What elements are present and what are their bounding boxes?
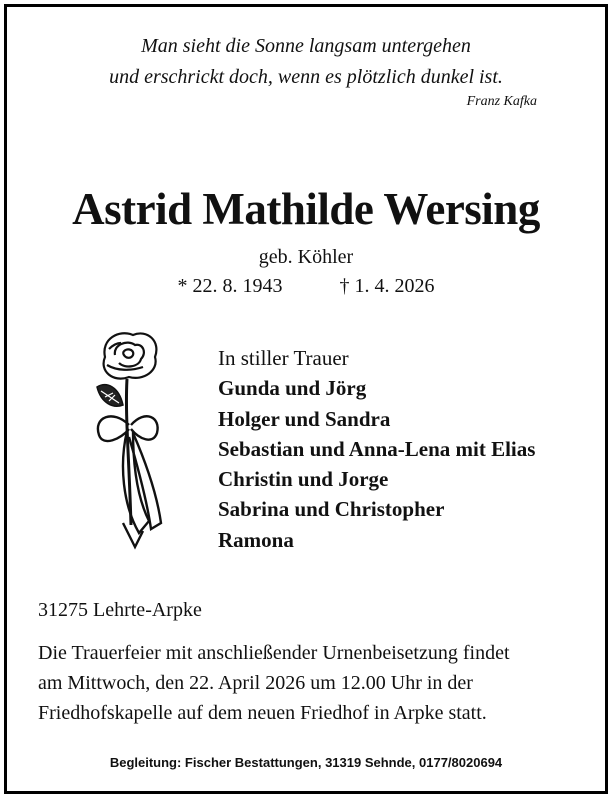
death-date: † 1. 4. 2026	[339, 275, 435, 297]
location: 31275 Lehrte-Arpke	[38, 599, 202, 621]
mourner-name: Gunda und Jörg	[218, 376, 367, 401]
deceased-name: Astrid Mathilde Wersing	[72, 184, 540, 234]
notice-line-3: Friedhofskapelle auf dem neuen Friedhof in Arpke statt.	[38, 702, 487, 724]
undertaker-footer: Begleitung: Fischer Bestattungen, 31319 Sehnde, 0177/8020694	[109, 755, 503, 770]
life-dates	[7, 275, 605, 298]
rose-icon	[83, 325, 173, 565]
funeral-notice	[38, 638, 598, 728]
mourner-name: Sabrina und Christopher	[218, 497, 445, 522]
obituary-notice	[4, 4, 608, 794]
mourner-name: Holger und Sandra	[218, 406, 391, 431]
mourners-list	[218, 343, 535, 555]
quote-line-1: Man sieht die Sonne langsam untergehen	[141, 35, 471, 57]
mourner-name: Sebastian und Anna-Lena mit Elias	[218, 436, 536, 461]
quote	[7, 31, 605, 93]
notice-line-2: am Mittwoch, den 22. April 2026 um 12.00 Uhr in der	[38, 672, 473, 694]
birth-date: * 22. 8. 1943	[177, 275, 283, 297]
mourner-name: Ramona	[218, 527, 294, 552]
mourners-intro: In stiller Trauer	[218, 346, 349, 370]
notice-line-1: Die Trauerfeier mit anschließender Urnenbeisetzung findet	[38, 642, 510, 664]
quote-line-2: und erschrickt doch, wenn es plötzlich dunkel ist.	[109, 66, 503, 88]
quote-author: Franz Kafka	[466, 94, 537, 109]
birth-name: geb. Köhler	[258, 246, 354, 268]
mourner-name: Christin und Jorge	[218, 467, 389, 492]
